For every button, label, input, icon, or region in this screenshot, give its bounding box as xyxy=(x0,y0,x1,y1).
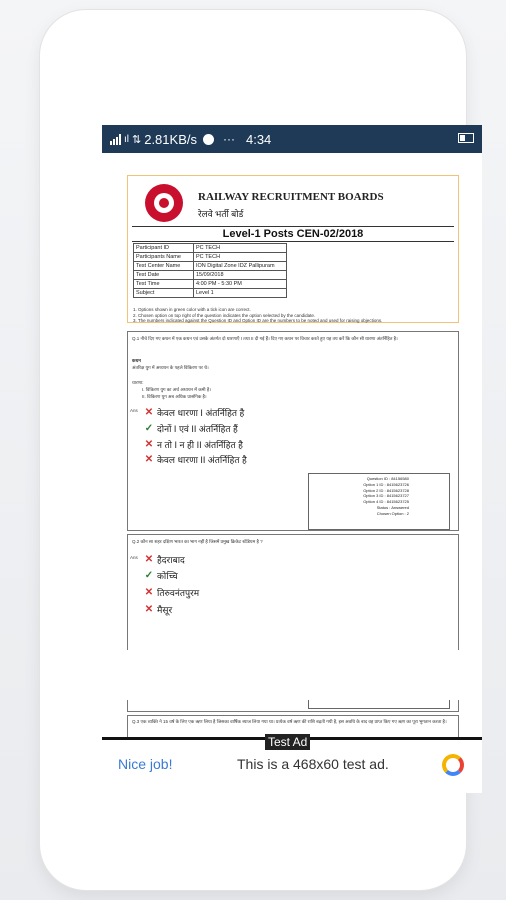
info-value: PC TECH xyxy=(194,244,287,253)
table-row xyxy=(134,289,287,298)
info-label: Test Time xyxy=(134,280,194,289)
option-text: केवल धारणा II अंतर्निहित है xyxy=(157,455,247,465)
cross-icon: ✕ xyxy=(144,587,154,598)
status-text: Status : Answered xyxy=(376,504,409,510)
status-bar xyxy=(102,125,482,153)
note-line: 2. Chosen option on top right of the question indicates the option selected by the candidate. xyxy=(133,312,316,318)
table-row xyxy=(134,271,287,280)
option-id: Option 2 ID : 8415623728 xyxy=(363,487,409,493)
result-document[interactable] xyxy=(102,153,482,737)
question-id-panel xyxy=(308,473,450,530)
notes xyxy=(133,307,382,324)
table-row xyxy=(134,262,287,271)
note-line: 1. Options shown in green color with a tick icon are correct. xyxy=(133,307,251,312)
info-label: Test Center Name xyxy=(134,262,194,271)
railway-logo-icon xyxy=(145,184,183,222)
candidate-info-table xyxy=(133,243,287,298)
option-row xyxy=(144,406,244,419)
table-row xyxy=(134,280,287,289)
table-row xyxy=(134,244,287,253)
option-row xyxy=(144,553,185,566)
cross-icon: ✕ xyxy=(144,554,154,565)
question-text: Q.1 नीचे दिए गए कथन में एक कथन एवं उसके अंतर्गत दो धारणाएँ I तथा II दी गई हैं। दिए गए कथन पर विचार करते हुए यह तय करें कि कौन सी धारणा अंतर्निहित है। xyxy=(132,336,398,341)
option-text: हैदराबाद xyxy=(157,555,185,565)
info-label: Participant ID xyxy=(134,244,194,253)
option-row xyxy=(144,438,243,451)
phone-frame xyxy=(40,10,466,890)
battery-icon xyxy=(458,133,474,143)
table-row xyxy=(134,253,287,262)
option-row xyxy=(144,586,199,599)
question-text: Q.3 एक व्यक्ति ने 15 वर्ष के लिए एक ऋण लिया है जिसका वार्षिक ब्याज लिया गया था। प्रत्येक वर्ष ऋण की राशि बढ़ती गयी है, इस अवधि के बाद वह प्राप्त किए गए ऋण का पूरा भुगतान करता है। xyxy=(132,719,447,724)
question-id: Question ID : 84156580 xyxy=(366,476,409,481)
check-icon: ✓ xyxy=(144,570,154,581)
ad-banner[interactable] xyxy=(102,737,482,793)
render-gap xyxy=(102,650,482,700)
cross-icon: ✕ xyxy=(144,407,154,418)
info-value: ION Digital Zone IDZ Pallipuram xyxy=(194,262,287,271)
statement-text: अंतरिक्ष युग में अध्ययन के पहले विकिरण पर थे। xyxy=(132,365,209,370)
option-text: न तो I न ही II अंतर्निहित है xyxy=(157,440,243,450)
option-row xyxy=(144,603,172,616)
option-id: Option 4 ID : 8415623725 xyxy=(363,499,409,505)
divider xyxy=(132,226,454,227)
signal-secondary-icon: ıl xyxy=(124,133,129,145)
cross-icon: ✕ xyxy=(144,454,154,465)
device-screen xyxy=(102,125,482,793)
exam-header xyxy=(127,175,459,323)
option-row xyxy=(144,453,247,466)
info-value: 4:00 PM - 5:30 PM xyxy=(194,280,287,289)
vpn-icon xyxy=(203,134,214,145)
ad-main-text[interactable]: This is a 468x60 test ad. xyxy=(237,756,389,772)
signal-icon xyxy=(110,134,121,145)
answer-label: Ans xyxy=(130,408,138,413)
info-label: Participants Name xyxy=(134,253,194,262)
ad-label: Test Ad xyxy=(265,734,310,750)
option-id: Option 3 ID : 8415623727 xyxy=(363,493,409,499)
cross-icon: ✕ xyxy=(144,439,154,450)
option-id: Option 1 ID : 8415623726 xyxy=(363,481,409,487)
divider xyxy=(132,241,454,242)
question-card-1 xyxy=(127,331,459,531)
data-transfer-icon: ⇅ xyxy=(132,133,142,146)
option-text: तिरुवनंतपुरम xyxy=(157,588,200,598)
statement-label: कथन xyxy=(132,358,141,363)
info-label: Test Date xyxy=(134,271,194,280)
option-row xyxy=(144,569,178,582)
option-text: मैसूर xyxy=(157,605,173,615)
option-text: दोनों I एवं II अंतर्निहित हैं xyxy=(157,424,238,434)
org-title: RAILWAY RECRUITMENT BOARDS xyxy=(198,191,384,203)
info-value: 15/09/2018 xyxy=(194,271,287,280)
chosen-option: Chosen Option : 2 xyxy=(376,510,409,516)
question-text: Q.2 कौन सा शहर दक्षिण भारत का भाग नहीं है जिसमें प्रमुख क्रिकेट स्टेडियम है ? xyxy=(132,539,263,544)
network-speed: 2.81KB/s xyxy=(144,131,197,147)
org-title-hindi: रेलवे भर्ती बोर्ड xyxy=(198,209,244,219)
check-icon: ✓ xyxy=(144,423,154,434)
cross-icon: ✕ xyxy=(144,604,154,615)
option-text: कोच्चि xyxy=(157,571,178,581)
assumption-2: II. विकिरण युग अब अधिक प्रासंगिक है। xyxy=(142,394,207,399)
exam-title: Level-1 Posts CEN-02/2018 xyxy=(222,228,364,240)
option-row xyxy=(144,422,238,435)
info-value: PC TECH xyxy=(194,253,287,262)
option-text: केवल धारणा I अंतर्निहित है xyxy=(157,408,245,418)
ad-left-text[interactable]: Nice job! xyxy=(118,756,173,772)
assumption-1: I. विकिरण युग का अर्थ अध्ययन में कमी है। xyxy=(142,387,211,392)
info-value: Level 1 xyxy=(194,289,287,298)
answer-label: Ans xyxy=(130,555,138,560)
note-line: 3. The numbers indicated against the Question ID and Option ID are the numbers to be noted and used for raising objections. xyxy=(133,318,383,323)
ad-logo-icon[interactable] xyxy=(442,754,464,776)
clock: 4:34 xyxy=(245,131,272,147)
assumptions-label: धारणा: xyxy=(132,380,144,385)
more-indicator: ··· xyxy=(222,132,235,146)
info-label: Subject xyxy=(134,289,194,298)
